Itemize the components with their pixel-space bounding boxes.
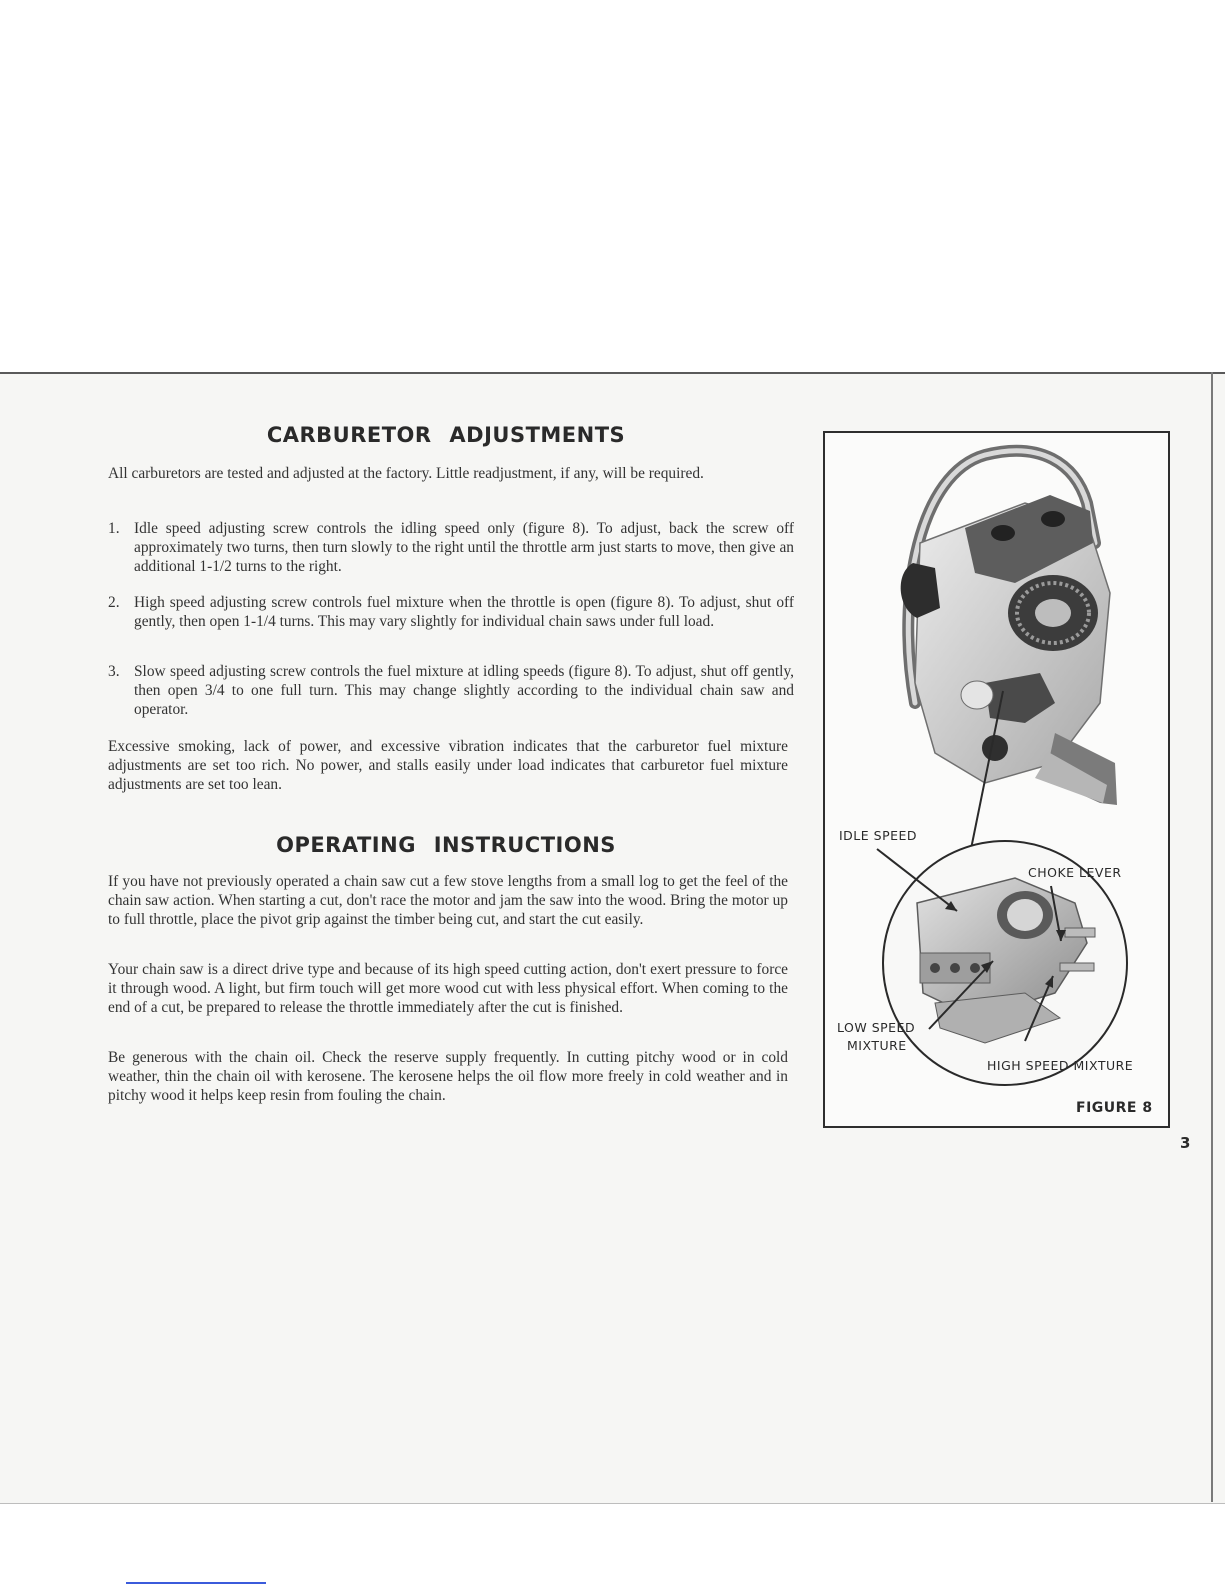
operating-paragraph-1: If you have not previously operated a chain saw cut a few stove lengths from a small log to get the feel of the chain saw action. When starting a cut, don't race the motor and jam the saw into the wood. Bring the motor up to full throttle, place the pivot grip against the timber being cut, and start the cut easily. <box>108 873 788 928</box>
bottom-link-underline[interactable] <box>126 1582 266 1584</box>
label-low-speed: LOW SPEED <box>837 1020 916 1035</box>
operating-paragraph-3: Be generous with the chain oil. Check the reserve supply frequently. In cutting pitchy wood or in cold weather, thin the chain oil with kerosene. The kerosene helps the oil flow more freely in cold weather and in pitchy wood it helps keep resin from fouling the chain. <box>108 1049 788 1104</box>
page-number: 3 <box>1180 1134 1191 1152</box>
list-number-3: 3. <box>108 663 120 680</box>
list-number-2: 2. <box>108 594 120 611</box>
list-text-3: Slow speed adjusting screw controls the fuel mixture at idling speeds (figure 8). To adjust, shut off gently, then open 3/4 to one full turn. This may change slightly according to the individual chain saw and operator. <box>134 663 794 718</box>
heading-carburetor-adjustments: CARBURETOR ADJUSTMENTS <box>266 423 626 447</box>
page-top-edge <box>0 372 1225 374</box>
figure-8 <box>823 431 1170 1128</box>
label-low-speed-mixture: MIXTURE <box>847 1038 907 1053</box>
label-choke-lever: CHOKE LEVER <box>1028 865 1122 880</box>
list-text-2: High speed adjusting screw controls fuel mixture when the throttle is open (figure 8). To adjust, shut off gently, then open 1-1/4 turns. This may vary slightly for individual chain saws under full load. <box>134 594 794 630</box>
list-number-1: 1. <box>108 520 120 537</box>
heading-operating-instructions: OPERATING INSTRUCTIONS <box>276 833 616 857</box>
list-text-1: Idle speed adjusting screw controls the idling speed only (figure 8). To adjust, back the screw off approximately two turns, then turn slowly to the right until the throttle arm just starts to move, then give an additional 1-1/2 turns to the right. <box>134 520 794 575</box>
chain-saw-photo <box>901 451 1117 805</box>
intro-paragraph: All carburetors are tested and adjusted at the factory. Little readjustment, if any, will be required. <box>108 465 704 482</box>
operating-paragraph-2: Your chain saw is a direct drive type and because of its high speed cutting action, don't exert pressure to force it through wood. A light, but firm touch will get more wood cut with less physical effort. When coming to the end of a cut, be prepared to release the throttle immediately after the cut is finished. <box>108 961 788 1016</box>
page-bottom-edge <box>0 1503 1225 1504</box>
figure-caption: FIGURE 8 <box>1076 1100 1153 1116</box>
page-right-edge <box>1211 372 1213 1502</box>
label-high-speed-mixture: HIGH SPEED MIXTURE <box>987 1058 1134 1073</box>
excess-paragraph: Excessive smoking, lack of power, and excessive vibration indicates that the carburetor fuel mixture adjustments are set too rich. No power, and stalls easily under load indicates that carburetor fuel mixture adjustments are set too lean. <box>108 738 788 793</box>
label-idle-speed: IDLE SPEED <box>839 828 918 843</box>
